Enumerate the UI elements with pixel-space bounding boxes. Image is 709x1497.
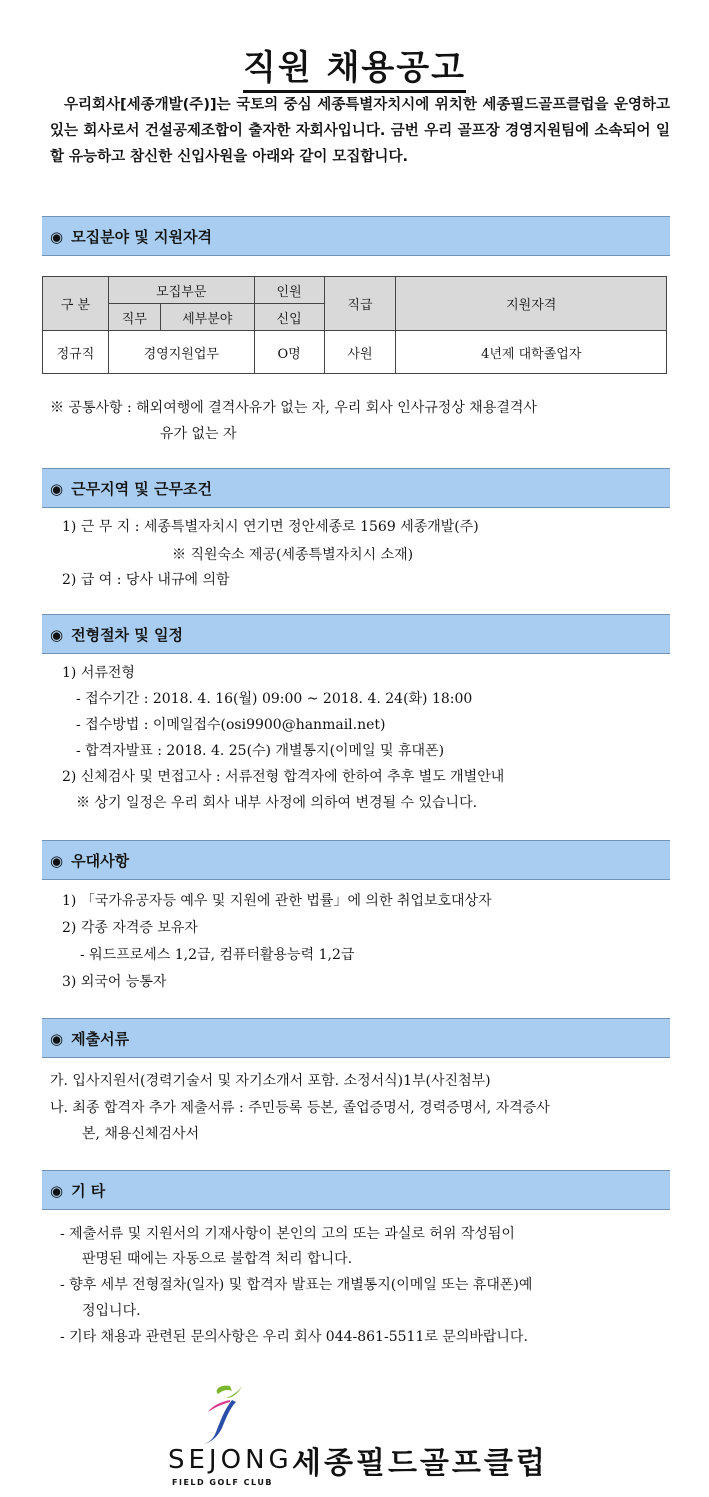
table-header-qual: 지원자격	[396, 277, 667, 331]
prefer-item-2: 2) 각종 자격증 보유자	[62, 920, 198, 936]
cell-field: 경영지원업무	[108, 331, 254, 374]
table-header-detail: 세부분야	[160, 304, 254, 331]
cell-qual: 4년제 대학졸업자	[396, 331, 667, 374]
cell-count: O명	[254, 331, 324, 374]
cell-rank: 사원	[324, 331, 396, 374]
etc-item-1: - 제출서류 및 지원서의 기재사항이 본인의 고의 또는 과실로 허위 작성됨이	[60, 1226, 515, 1242]
prefer-item-2-detail: - 워드프로세스 1,2급, 컴퓨터활용능력 1,2급	[80, 947, 355, 963]
process-announce: - 합격자발표 : 2018. 4. 25(수) 개별통지(이메일 및 휴대폰)	[76, 743, 445, 759]
logo-subtitle: FIELD GOLF CLUB	[172, 1478, 273, 1487]
bullet-icon: ◉	[50, 480, 64, 498]
table-header-field: 모집부문	[108, 277, 254, 304]
section-header-recruit	[42, 216, 670, 256]
process-period: - 접수기간 : 2018. 4. 16(월) 09:00 ~ 2018. 4. 24(화) 18:00	[76, 691, 473, 707]
section-title: 근무지역 및 근무조건	[71, 480, 212, 498]
bullet-icon: ◉	[50, 1182, 64, 1200]
etc-item-2: - 향후 세부 전형절차(일자) 및 합격자 발표는 개별통지(이메일 또는 휴대폰)예	[60, 1277, 533, 1293]
table-header-rank: 직급	[324, 277, 396, 331]
section-title: 제출서류	[71, 1030, 130, 1048]
sejong-logo	[168, 1380, 548, 1490]
prefer-item-1: 1) 「국가유공자등 예우 및 지원에 관한 법률」에 의한 취업보호대상자	[62, 893, 492, 909]
docs-item-2: 나. 최종 합격자 추가 제출서류 : 주민등록 등본, 졸업증명서, 경력증명서, 자격증사	[50, 1100, 550, 1116]
page-title: 직원 채용공고	[0, 40, 709, 89]
section-title: 모집분야 및 지원자격	[71, 228, 212, 246]
section-header-work	[42, 468, 670, 508]
work-location: 1) 근 무 지 : 세종특별자치시 연기면 정안세종로 1569 세종개발(주)	[62, 519, 479, 535]
etc-item-3: - 기타 채용과 관련된 문의사항은 우리 회사 044-861-5511로 문의바랍니다.	[60, 1329, 528, 1345]
docs-item-2-cont: 본, 채용신체검사서	[82, 1126, 200, 1142]
etc-item-1-cont: 판명된 때에는 자동으로 불합격 처리 합니다.	[82, 1251, 353, 1267]
section-title: 기 타	[71, 1182, 106, 1200]
work-salary: 2) 급 여 : 당사 내규에 의함	[62, 572, 230, 588]
cell-gubun: 정규직	[43, 331, 109, 374]
logo-sejong-text: SEJONG	[168, 1445, 293, 1475]
logo-club-name: 세종필드골프클럽	[292, 1446, 548, 1481]
work-housing-note: ※ 직원숙소 제공(세종특별자치시 소재)	[172, 547, 414, 563]
bullet-icon: ◉	[50, 228, 64, 246]
recruit-table	[42, 276, 667, 374]
process-step-1: 1) 서류전형	[62, 665, 135, 681]
table-header-job: 직무	[108, 304, 160, 331]
docs-item-1: 가. 입사지원서(경력기술서 및 자기소개서 포함. 소정서식)1부(사진첨부)	[50, 1073, 491, 1089]
golf-swing-logo-icon	[190, 1380, 260, 1450]
etc-item-2-cont: 정입니다.	[82, 1303, 141, 1319]
bullet-icon: ◉	[50, 1030, 64, 1048]
table-header-gubun: 구 분	[43, 277, 109, 331]
section-title: 전형절차 및 일정	[71, 626, 183, 644]
table-header-count: 인원	[254, 277, 324, 304]
table-row	[43, 331, 667, 374]
intro-paragraph: 우리회사[세종개발(주)]는 국토의 중심 세종특별자치시에 위치한 세종필드골프클럽을 운영하고 있는 회사로서 건설공제조합이 출자한 자회사입니다. 금번 우리 골프장 경영지원팀에 소속되어 일할 유능하고 참신한 신입사원을 아래와 같이 모집합니다.	[50, 97, 670, 165]
section-header-docs	[42, 1018, 670, 1058]
table-header-new: 신입	[254, 304, 324, 331]
common-requirements: ※ 공통사항 : 해외여행에 결격사유가 없는 자, 우리 회사 인사규정상 채용결격사	[50, 400, 537, 416]
process-method: - 접수방법 : 이메일접수(osi9900@hanmail.net)	[76, 717, 386, 733]
section-header-prefer	[42, 840, 670, 880]
section-header-etc	[42, 1170, 670, 1210]
section-header-process	[42, 614, 670, 654]
bullet-icon: ◉	[50, 626, 64, 644]
process-note: ※ 상기 일정은 우리 회사 내부 사정에 의하여 변경될 수 있습니다.	[76, 795, 478, 811]
section-title: 우대사항	[71, 852, 130, 870]
common-requirements-cont: 유가 없는 자	[160, 426, 237, 442]
process-step-2: 2) 신체검사 및 면접고사 : 서류전형 합격자에 한하여 추후 별도 개별안내	[62, 769, 505, 785]
prefer-item-3: 3) 외국어 능통자	[62, 974, 167, 990]
bullet-icon: ◉	[50, 852, 64, 870]
